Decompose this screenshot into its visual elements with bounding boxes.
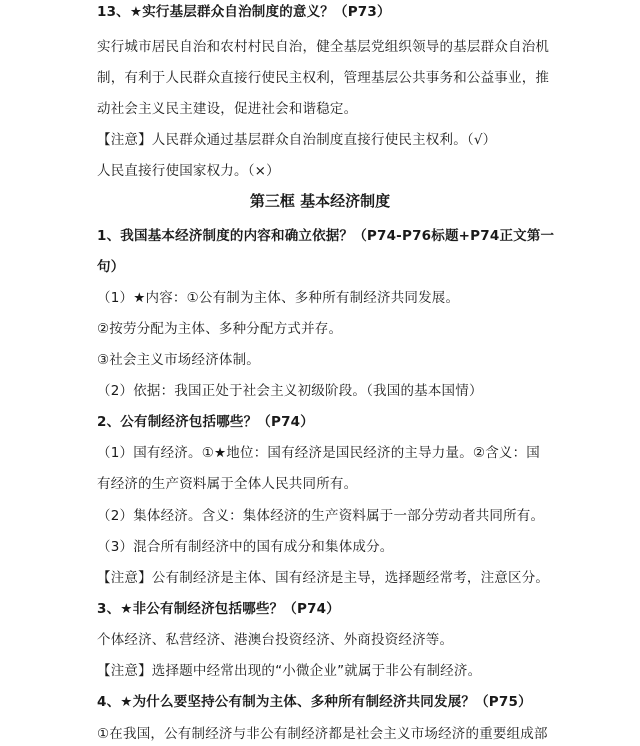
answer-line: 制，有利于人民群众直接行使民主权利，管理基层公共事务和公益事业，推 [97, 70, 550, 86]
answer-line: （1）★内容：①公有制为主体、多种所有制经济共同发展。 [97, 290, 460, 306]
answer-line: 个体经济、私营经济、港澳台投资经济、外商投资经济等。 [97, 632, 454, 648]
answer-line: （2）集体经济。含义：集体经济的生产资料属于一部分劳动者共同所有。 [97, 508, 545, 524]
answer-line: 实行城市居民自治和农村村民自治，健全基层党组织领导的基层群众自治机 [97, 39, 550, 55]
note-line: 【注意】公有制经济是主体、国有经济是主导，选择题经常考，注意区分。 [97, 570, 550, 586]
answer-line: 动社会主义民主建设，促进社会和谐稳定。 [97, 101, 358, 117]
question-4-heading: 4、★为什么要坚持公有制为主体、多种所有制经济共同发展？（P75） [97, 694, 532, 710]
answer-line: （2）依据：我国正处于社会主义初级阶段。（我国的基本国情） [97, 383, 483, 399]
answer-line: ②按劳分配为主体、多种分配方式并存。 [97, 321, 343, 337]
answer-line: ③社会主义市场经济体制。 [97, 352, 261, 368]
answer-line: （3）混合所有制经济中的国有成分和集体成分。 [97, 539, 394, 555]
note-line: 【注意】人民群众通过基层群众自治制度直接行使民主权利。（√） [97, 132, 497, 148]
question-1-heading-cont: 句） [97, 259, 125, 275]
note-line: 【注意】选择题中经常出现的“小微企业”就属于非公有制经济。 [97, 663, 482, 679]
question-1-heading: 1、我国基本经济制度的内容和确立依据？（P74-P76标题+P74正文第一 [97, 228, 555, 244]
answer-line: ①在我国，公有制经济与非公有制经济都是社会主义市场经济的重要组成部 [97, 726, 548, 742]
answer-line: （1）国有经济。①★地位：国有经济是国民经济的主导力量。②含义：国 [97, 445, 540, 461]
section-title: 第三框 基本经济制度 [249, 192, 391, 210]
question-2-heading: 2、公有制经济包括哪些？（P74） [97, 414, 314, 430]
note-line: 人民直接行使国家权力。（×） [97, 163, 280, 179]
answer-line: 有经济的生产资料属于全体人民共同所有。 [97, 476, 358, 492]
question-13-heading: 13、★实行基层群众自治制度的意义？（P73） [97, 4, 391, 20]
question-3-heading: 3、★非公有制经济包括哪些？（P74） [97, 601, 340, 617]
